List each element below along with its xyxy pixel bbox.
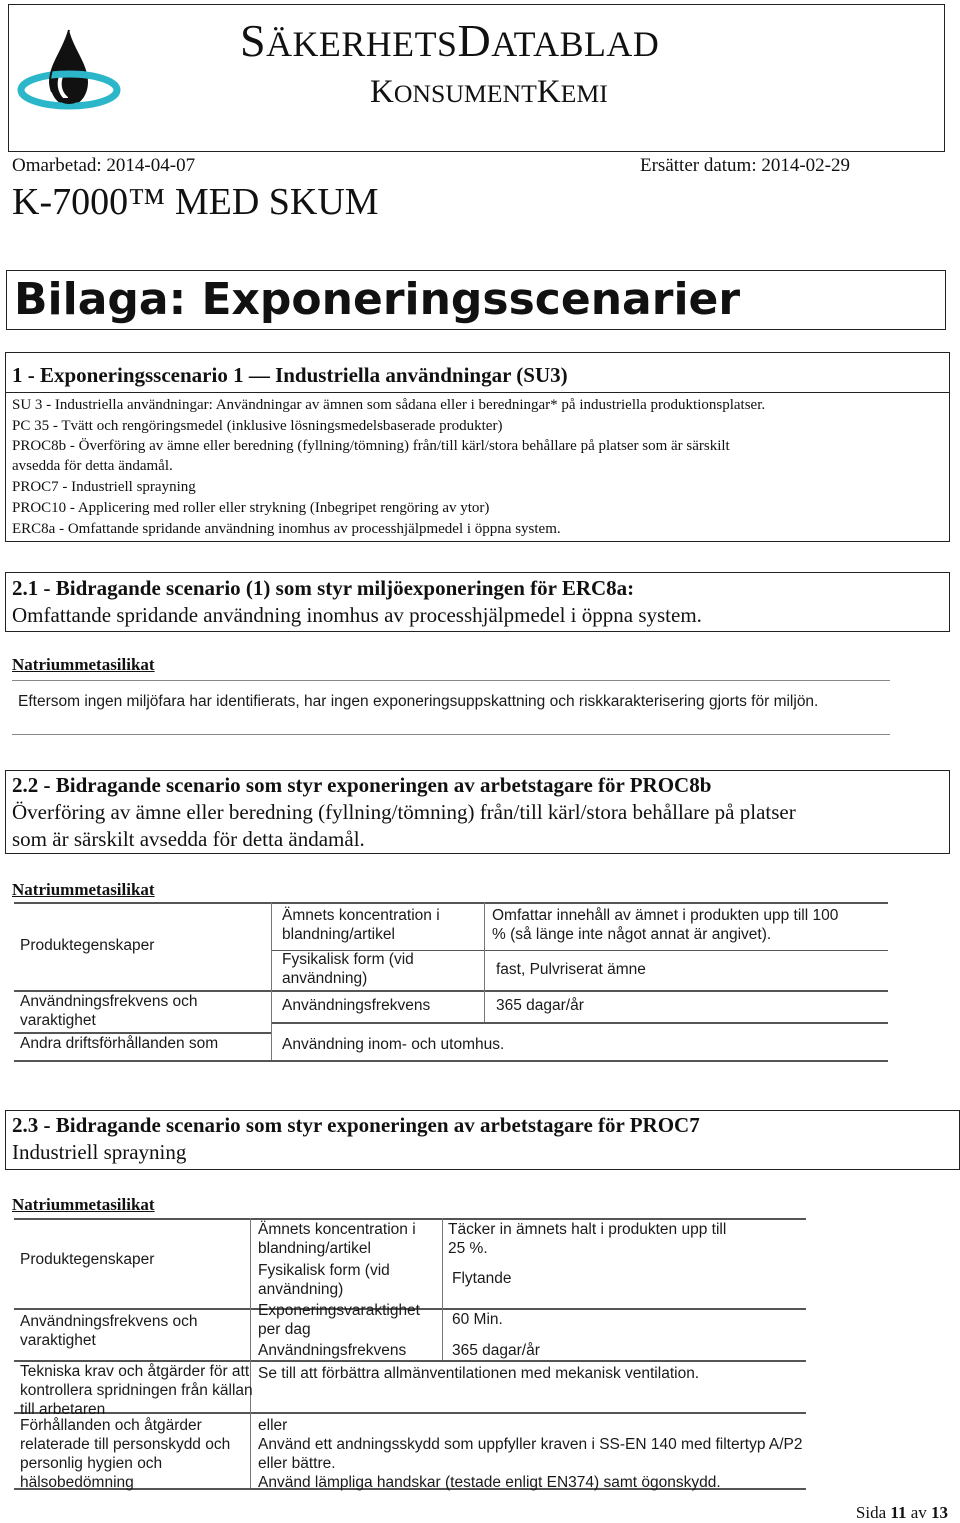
subtitle-initial-2: K <box>536 74 561 110</box>
scenario1-line: PROC10 - Applicering med roller eller strykning (Inbegripet rengöring av ytor) <box>12 500 490 516</box>
scenario1-line: SU 3 - Industriella användningar: Användningar av ämnen som sådana eller i beredningar* på industriella produktionsplatser. <box>12 397 766 413</box>
section22-substance: Natriummetasilikat <box>12 880 155 899</box>
section21-note: Eftersom ingen miljöfara har identifierats, har ingen exponeringsuppskattning och riskkarakterisering gjorts för miljön. <box>18 693 819 710</box>
table-rule <box>14 1060 888 1062</box>
scenario1-line: avsedda för detta ändamål. <box>12 458 173 474</box>
table-param-cell: Fysikalisk form (vid användning) <box>258 1262 390 1298</box>
section23-title: 2.3 - Bidragande scenario som styr exponeringen av arbetstagare för PROC7 <box>12 1113 700 1137</box>
table-value-cell: 60 Min. <box>452 1311 503 1328</box>
title-rest-1: ÄKERHETS <box>266 24 458 64</box>
revised-date: Omarbetad: 2014-04-07 <box>12 155 196 176</box>
scenario1-line: PROC8b - Överföring av ämne eller beredning (fyllning/tömning) från/till kärl/stora behållare på platser som är särskilt <box>12 438 730 454</box>
water-drop-logo-icon <box>16 24 122 134</box>
table-group-label: Förhållanden och åtgärder relaterade till personskydd och personlig hygien och hälsobedömning <box>20 1417 231 1491</box>
table-divider <box>250 1218 251 1488</box>
table-value-cell: Flytande <box>452 1270 512 1287</box>
section21-rule-bottom <box>12 734 890 735</box>
section21-rule-top <box>12 680 890 681</box>
section21-title: 2.1 - Bidragande scenario (1) som styr miljöexponeringen för ERC8a: <box>12 576 635 600</box>
table-group-label: Produktegenskaper <box>20 1251 155 1268</box>
replaces-date: Ersätter datum: 2014-02-29 <box>640 155 851 176</box>
footer-total: 13 <box>931 1503 948 1522</box>
section22-description-line: Överföring av ämne eller beredning (fyllning/tömning) från/till kärl/stora behållare på platser <box>12 800 796 824</box>
table-value-cell: 365 dagar/år <box>496 997 584 1014</box>
footer-page: 11 <box>890 1503 907 1522</box>
table-value-cell: Täcker in ämnets halt i produkten upp till 25 %. <box>448 1221 727 1257</box>
section23-table <box>14 1216 806 1490</box>
section21-description: Omfattande spridande användning inomhus av processhjälpmedel i öppna system. <box>12 603 702 627</box>
title-initial-1: S <box>240 15 267 66</box>
table-divider <box>442 1218 443 1360</box>
table-param-cell: Användningsfrekvens <box>258 1342 407 1359</box>
table-value-cell: 365 dagar/år <box>452 1342 540 1359</box>
table-param-cell: Fysikalisk form (vid användning) <box>282 951 414 987</box>
subtitle-rest-1: ONSUMENT <box>393 79 537 108</box>
table-group-label: Användningsfrekvens och varaktighet <box>20 1313 198 1349</box>
title-rest-2: ATABLAD <box>491 24 660 64</box>
document-subtitle <box>370 74 608 111</box>
scenario1-divider <box>5 392 950 393</box>
section23-substance: Natriummetasilikat <box>12 1195 155 1214</box>
table-param-cell: Ämnets koncentration i blandning/artikel <box>282 907 440 943</box>
section21-substance: Natriummetasilikat <box>12 655 155 674</box>
table-group-label: Användningsfrekvens och varaktighet <box>20 993 198 1029</box>
document-type-title <box>240 14 659 67</box>
table-value-cell: fast, Pulvriserat ämne <box>496 961 646 978</box>
table-param-cell: Användning inom- och utomhus. <box>282 1036 505 1053</box>
scenario1-title: 1 - Exponeringsscenario 1 — Industriella användningar (SU3) <box>12 363 568 387</box>
scenario1-line: PROC7 - Industriell sprayning <box>12 479 196 495</box>
annex-title: Bilaga: Exponeringsscenarier <box>14 274 741 325</box>
table-group-label: Andra driftsförhållanden som <box>20 1035 219 1052</box>
table-group-label: Tekniska krav och åtgärder för att kontrollera spridningen från källan till arbetaren <box>20 1363 253 1418</box>
section22-description-line: som är särskilt avsedda för detta ändamål. <box>12 827 365 851</box>
table-param-cell: Ämnets koncentration i blandning/artikel <box>258 1221 416 1257</box>
title-initial-2: D <box>457 15 492 66</box>
table-divider <box>271 902 272 1060</box>
footer-prefix: Sida <box>855 1503 891 1522</box>
table-group-label: Produktegenskaper <box>20 937 155 954</box>
section22-title: 2.2 - Bidragande scenario som styr exponeringen av arbetstagare för PROC8b <box>12 773 712 797</box>
footer-middle: av <box>906 1503 931 1522</box>
scenario1-line: ERC8a - Omfattande spridande användning inomhus av processhjälpmedel i öppna system. <box>12 521 561 537</box>
table-rule <box>14 902 888 904</box>
table-value-cell: Se till att förbättra allmänventilationen med mekanisk ventilation. <box>258 1365 700 1382</box>
table-rule <box>272 1022 888 1024</box>
table-value-cell: Omfattar innehåll av ämnet i produkten upp till 100 % (så länge inte något annat är angivet). <box>492 907 839 943</box>
table-param-cell: Exponeringsvaraktighet per dag <box>258 1302 420 1338</box>
section23-description: Industriell sprayning <box>12 1140 187 1164</box>
scenario1-line: PC 35 - Tvätt och rengöringsmedel (inklusive lösningsmedelsbaserade produkter) <box>12 418 503 434</box>
page-footer <box>856 1503 948 1523</box>
subtitle-initial-1: K <box>370 74 394 110</box>
product-name: K-7000™ MED SKUM <box>12 181 379 223</box>
table-divider <box>484 902 485 1022</box>
subtitle-rest-2: EMI <box>560 79 608 108</box>
table-value-cell: eller Använd ett andningsskydd som uppfyller kraven i SS-EN 140 med filtertyp A/P2 eller bättre. Använd lämpliga handskar (testade enligt EN374) samt ögonskydd. <box>258 1417 803 1491</box>
table-param-cell: Användningsfrekvens <box>282 997 431 1014</box>
section22-table <box>14 900 888 1064</box>
